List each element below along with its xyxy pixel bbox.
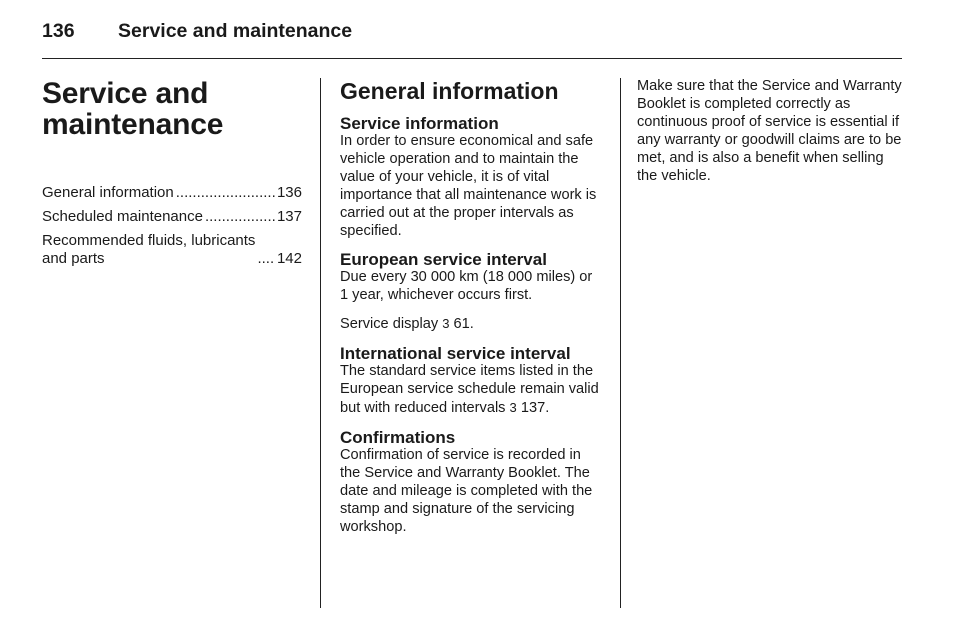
content-block <box>340 315 604 334</box>
toc-leader <box>257 250 275 268</box>
right-column <box>637 78 903 195</box>
paragraph: In order to ensure economical and safe vehicle operation and to maintain the value of your vehicle, it is of vital importance that all maintenance work is carried out at the proper intervals as specified. <box>340 133 597 239</box>
toc-label: General information <box>42 184 174 201</box>
toc-label: Recommended fluids, lubricants and parts <box>42 232 256 267</box>
paragraph: Due every 30 000 km (18 000 miles) or 1 year, whichever occurs first. <box>340 269 593 304</box>
paragraph <box>340 363 604 418</box>
subsection-heading: European service interval <box>340 250 547 270</box>
main-column <box>340 78 604 546</box>
toc-item[interactable] <box>42 184 302 202</box>
toc-leader <box>176 184 275 202</box>
paragraph: Make sure that the Service and Warranty Booklet is completed correctly as continuous proof of service is essential if any warranty or goodwill claims are to be met, and is also a benefit when selling the vehicle. <box>637 78 902 184</box>
toc-label: Scheduled maintenance <box>42 208 203 225</box>
toc-leader <box>205 208 275 226</box>
subsection-heading: Service information <box>340 114 499 133</box>
page-reference[interactable]: 137. <box>520 399 550 416</box>
page-reference[interactable]: 61. <box>453 316 474 333</box>
page-header <box>42 16 902 59</box>
page-reference-icon: 3 <box>442 316 450 332</box>
paragraph-text: The standard service items listed in the European service schedule remain valid but with reduced intervals <box>340 363 599 416</box>
column-divider <box>320 78 321 608</box>
toc-page: 137 <box>276 208 302 225</box>
subsection-heading: Confirmations <box>340 427 456 447</box>
page-reference-icon: 3 <box>509 399 517 415</box>
table-of-contents <box>42 184 302 268</box>
toc-page: 136 <box>276 184 302 201</box>
header-title: Service and maintenance <box>118 20 353 42</box>
page-number: 136 <box>42 20 75 42</box>
content-block <box>340 428 604 537</box>
content-block <box>340 114 604 240</box>
content-block <box>340 250 604 305</box>
section-title: General information <box>340 78 559 104</box>
paragraph-text: Service display <box>340 316 439 333</box>
paragraph <box>340 315 604 334</box>
subsection-heading: International service interval <box>340 344 571 364</box>
chapter-column <box>42 78 302 274</box>
toc-page: 142 <box>276 250 302 267</box>
chapter-title: Service and maintenance <box>42 77 224 141</box>
paragraph: Confirmation of service is recorded in the Service and Warranty Booklet. The date and mileage is completed with the stamp and signature of the servicing workshop. <box>340 446 593 535</box>
content-block <box>340 344 604 418</box>
toc-item[interactable] <box>42 232 302 268</box>
toc-item[interactable] <box>42 208 302 226</box>
column-divider <box>620 78 621 608</box>
